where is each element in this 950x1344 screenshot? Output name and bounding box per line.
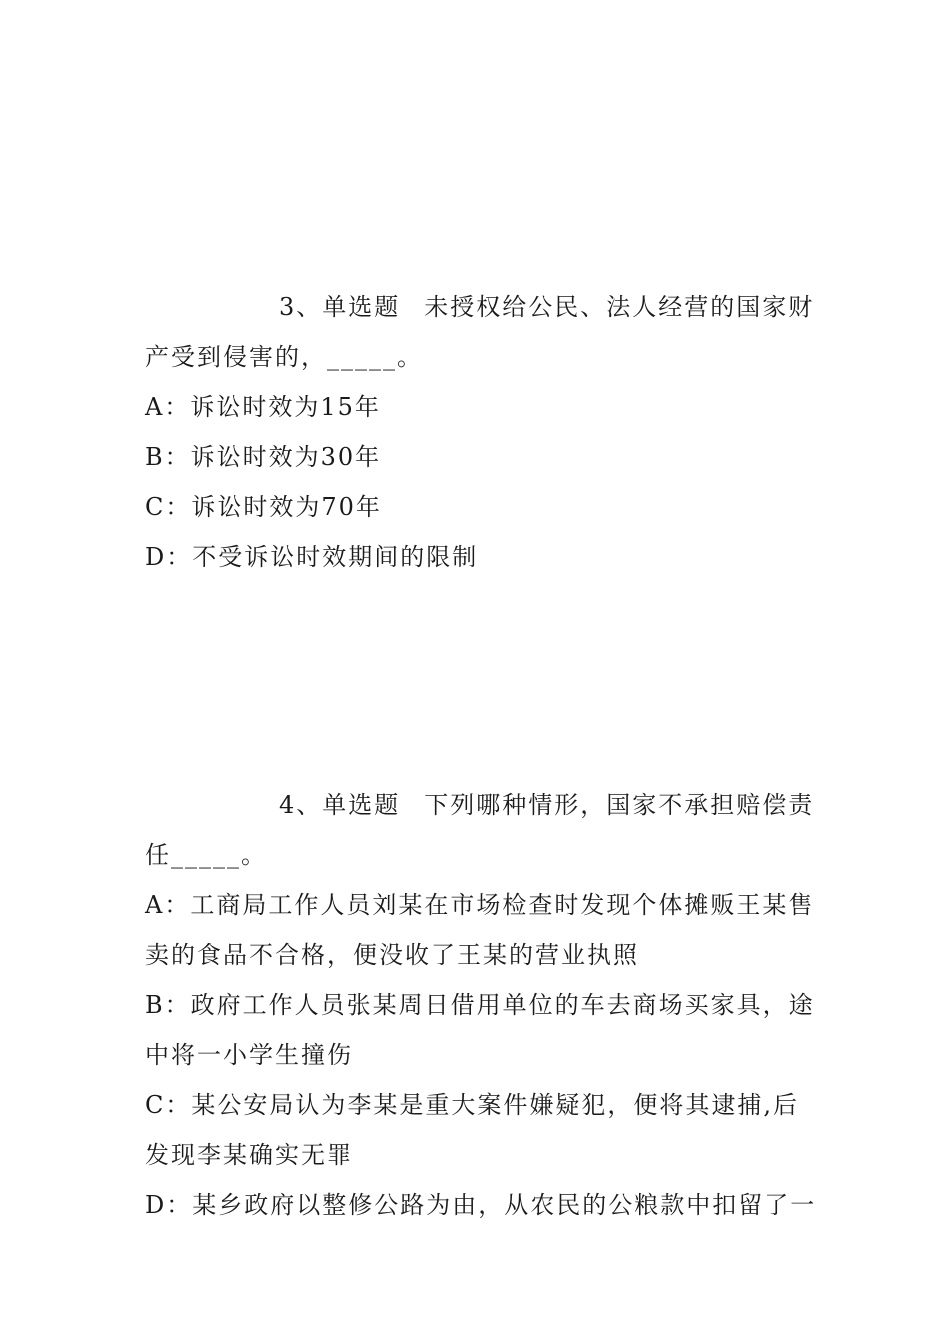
question-stem-line (145, 282, 815, 332)
option-a: A：诉讼时效为15年 (145, 393, 381, 421)
option-b: B：诉讼时效为30年 (145, 443, 382, 471)
option-d: D：不受诉讼时效期间的限制 (145, 543, 479, 571)
option-a-continuation: 卖的食品不合格，便没收了王某的营业执照 (145, 941, 639, 969)
option-b: B：政府工作人员张某周日借用单位的车去商场买家具，途 (145, 991, 815, 1019)
question-stem-text: 未授权给公民、法人经营的国家财 (424, 293, 815, 321)
option-c: C：诉讼时效为70年 (145, 493, 382, 521)
question-3 (145, 282, 815, 582)
option-d: D：某乡政府以整修公路为由，从农民的公粮款中扣留了一 (145, 1191, 817, 1219)
question-stem-text: 下列哪种情形，国家不承担赔偿责 (424, 791, 815, 819)
option-c: C：某公安局认为李某是重大案件嫌疑犯，便将其逮捕,后 (145, 1091, 799, 1119)
question-stem-line (145, 780, 815, 830)
question-stem-continuation: 任_____。 (145, 841, 267, 869)
question-stem-continuation: 产受到侵害的，_____。 (145, 343, 423, 371)
question-number: 4、单选题 (279, 791, 401, 819)
option-c-continuation: 发现李某确实无罪 (145, 1141, 353, 1169)
question-4 (145, 780, 817, 1230)
question-number: 3、单选题 (279, 293, 401, 321)
option-b-continuation: 中将一小学生撞伤 (145, 1041, 353, 1069)
option-a: A：工商局工作人员刘某在市场检查时发现个体摊贩王某售 (145, 891, 815, 919)
